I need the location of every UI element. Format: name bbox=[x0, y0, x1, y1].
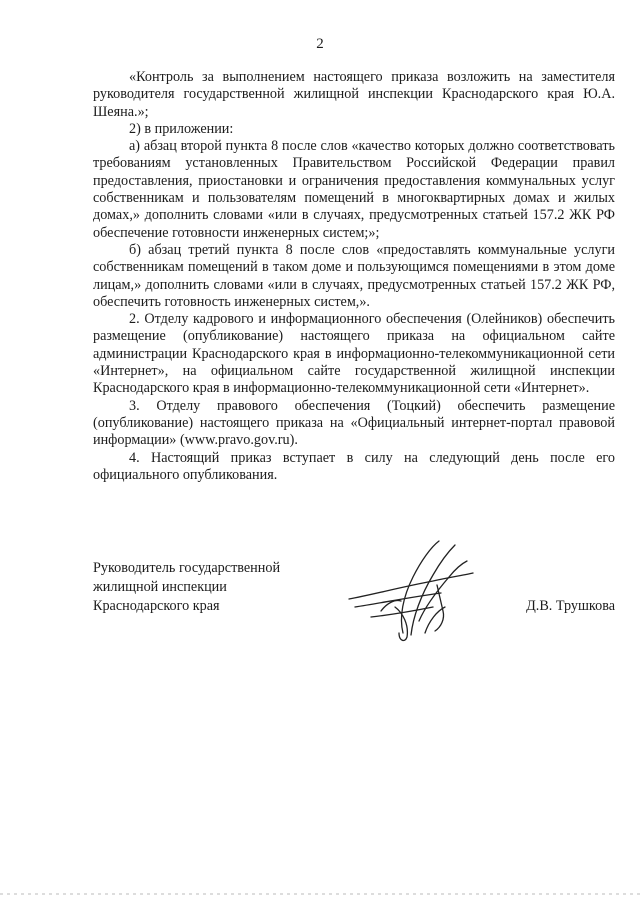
paragraph-appendix-b: б) абзац третий пункта 8 после слов «предоставлять коммунальные услуги собственникам помещений в таком доме и пользующимся помещениями в этом доме лицам,» дополнить словами «или в случаях, предусмотренных статьей 157.2 ЖК РФ, обеспечить готовность инженерных систем,». bbox=[93, 241, 615, 310]
paragraph-control-clause: «Контроль за выполнением настоящего приказа возложить на заместителя руководителя государственной жилищной инспекции Краснодарского края Ю.А. Шеяна.»; bbox=[93, 69, 615, 120]
signer-title-line-2: жилищной инспекции bbox=[93, 579, 227, 595]
paragraph-appendix-a: а) абзац второй пункта 8 после слов «качество которых должно соответствовать требованиям установленных Правительством Российской Федерации правил предоставления, приостановки и ограничения предоставления коммунальных услуг собственникам и пользователям помещений в многоквартирных домах и жилых домах,» дополнить словами «или в случаях, предусмотренных статьей 157.2 ЖК РФ обеспечение готовности инженерных систем;»; bbox=[93, 138, 615, 241]
paragraph-appendix-heading: 2) в приложении: bbox=[129, 120, 234, 137]
scan-edge-artifact bbox=[0, 891, 640, 897]
paragraph-item-2: 2. Отделу кадрового и информационного обеспечения (Олейников) обеспечить размещение (опубликование) настоящего приказа на официальном сайте администрации Краснодарского края в информационно-телекоммуникационной сети «Интернет», на официальном сайте государственной жилищной инспекции Краснодарского края в информационно-телекоммуникационной сети «Интернет». bbox=[93, 311, 615, 397]
document-body bbox=[93, 69, 615, 484]
paragraph-item-3: 3. Отделу правового обеспечения (Тоцкий) обеспечить размещение (опубликование) настоящего приказа на «Официальный интернет-портал правовой информации» (www.pravo.gov.ru). bbox=[93, 397, 615, 449]
page-number: 2 bbox=[316, 36, 324, 52]
handwritten-signature bbox=[341, 537, 481, 647]
signature-block bbox=[93, 559, 615, 649]
paragraph-item-4: 4. Настоящий приказ вступает в силу на следующий день после его официального опубликования. bbox=[93, 449, 615, 483]
signer-title-line-3: Краснодарского края bbox=[93, 598, 220, 614]
signer-title-line-1: Руководитель государственной bbox=[93, 560, 281, 576]
signer-name: Д.В. Трушкова bbox=[526, 598, 615, 614]
